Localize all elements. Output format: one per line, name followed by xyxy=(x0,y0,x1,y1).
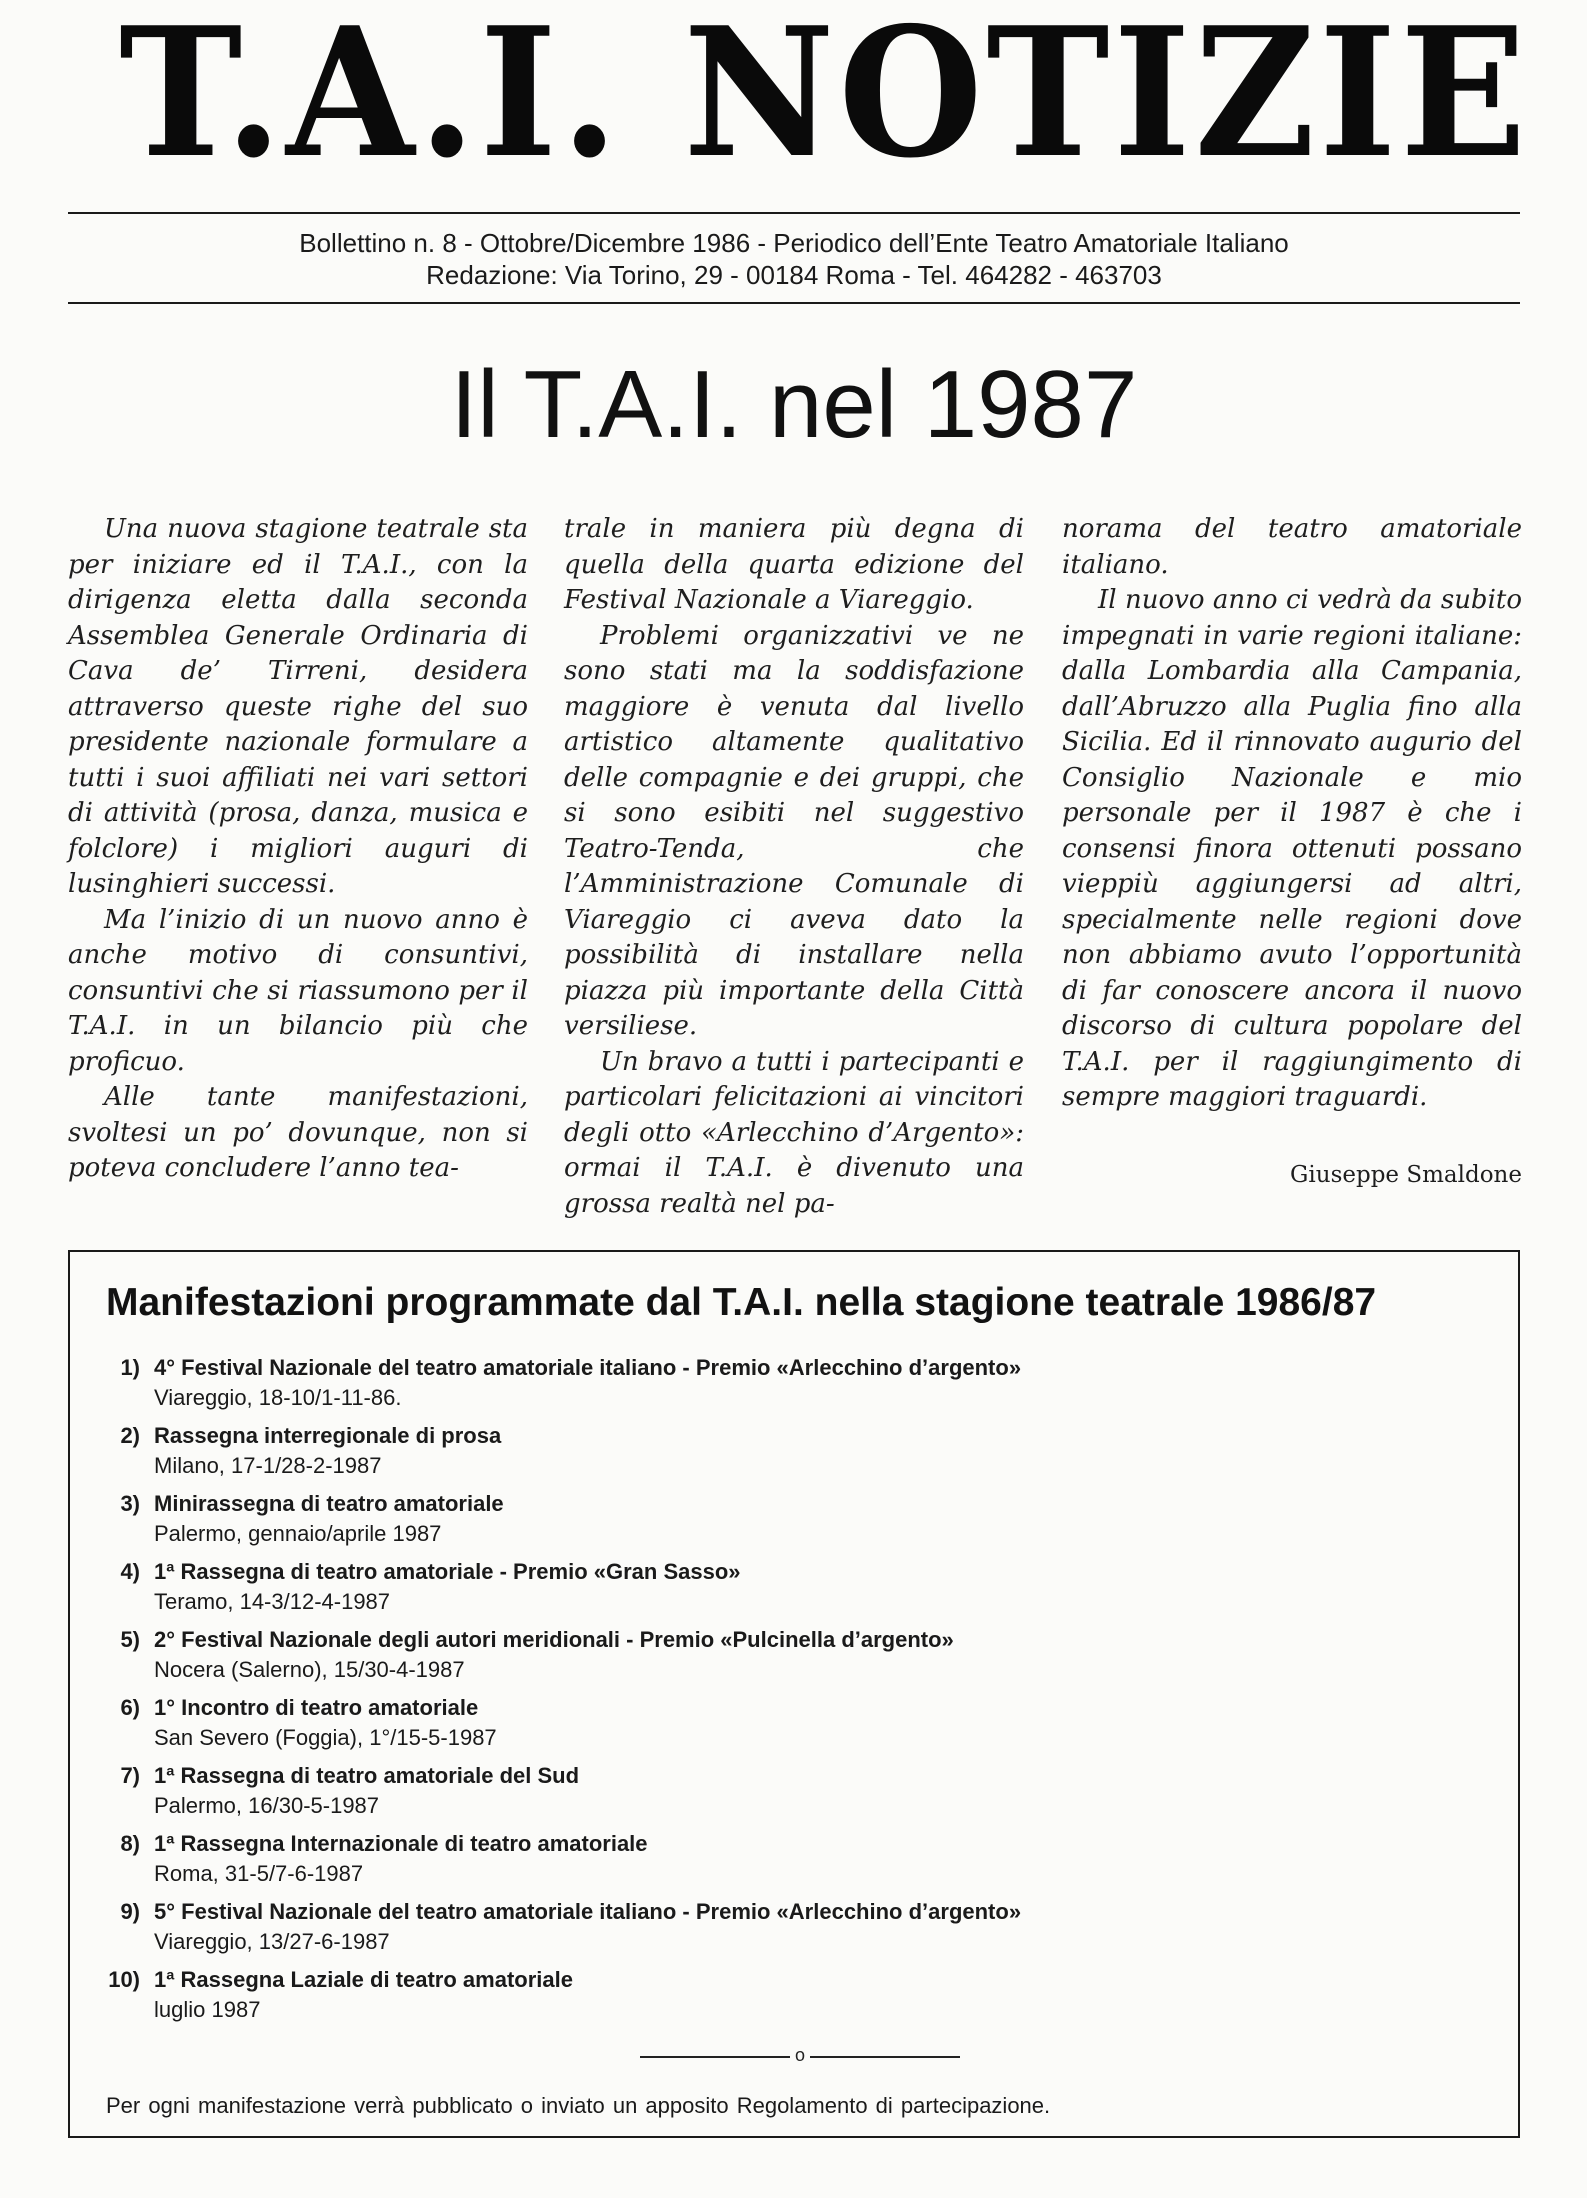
event-number: 8) xyxy=(120,1831,140,1856)
article-column-3 xyxy=(1062,512,1522,1116)
event-place-date: San Severo (Foggia), 1°/15-5-1987 xyxy=(154,1725,497,1750)
event-place-date: Viareggio, 18-10/1-11-86. xyxy=(154,1385,402,1410)
event-number: 10) xyxy=(108,1967,140,1992)
event-place-date: Milano, 17-1/28-2-1987 xyxy=(154,1453,382,1478)
section-divider xyxy=(640,2044,960,2064)
list-item xyxy=(70,1830,1510,1898)
header-rule-bottom xyxy=(68,302,1520,304)
event-title: 1ª Rassegna Internazionale di teatro amatoriale xyxy=(154,1831,648,1856)
article-paragraph: Il nuovo anno ci vedrà da subito impegnati in varie regioni italiane: dalla Lombardia alla Campania, dall’Abruzzo alla Puglia fino alla Sicilia. Ed il rinnovato augurio del Consiglio Nazionale e mio personale per il 1987 è che i consensi finora ottenuti possano vieppiù aggiungersi ad altri, specialmente nelle regioni dove non abbiamo avuto l’opportunità di far conoscere ancora il nuovo discorso di cultura popolare del T.A.I. per il raggiungimento di sempre maggiori traguardi. xyxy=(1062,585,1522,1112)
event-number: 9) xyxy=(120,1899,140,1924)
article-paragraph: Alle tante manifestazioni, svoltesi un po’ dovunque, non si poteva concludere l’anno tea- xyxy=(68,1082,528,1183)
event-number: 4) xyxy=(120,1559,140,1584)
event-title: Minirassegna di teatro amatoriale xyxy=(154,1491,504,1516)
event-number: 7) xyxy=(120,1763,140,1788)
event-title: 1ª Rassegna Laziale di teatro amatoriale xyxy=(154,1967,573,1992)
programme-box xyxy=(68,1250,1520,2138)
article-paragraph: trale in maniera più degna di quella della quarta edizione del Festival Nazionale a Viareggio. xyxy=(564,514,1024,615)
event-title: 2° Festival Nazionale degli autori meridionali - Premio «Pulcinella d’argento» xyxy=(154,1627,954,1652)
event-title: 1ª Rassegna di teatro amatoriale del Sud xyxy=(154,1763,580,1788)
event-list xyxy=(70,1354,1510,2034)
author-signature: Giuseppe Smaldone xyxy=(1290,1162,1522,1188)
list-item xyxy=(70,1422,1510,1490)
event-number: 5) xyxy=(120,1627,140,1652)
event-title: 1ª Rassegna di teatro amatoriale - Premio «Gran Sasso» xyxy=(154,1559,741,1584)
event-place-date: Nocera (Salerno), 15/30-4-1987 xyxy=(154,1657,465,1682)
editorial-address: Redazione: Via Torino, 29 - 00184 Roma - Tel. 464282 - 463703 xyxy=(426,260,1162,290)
list-item xyxy=(70,1762,1510,1830)
article-column-1 xyxy=(68,512,528,1187)
article-paragraph: Un bravo a tutti i partecipanti e particolari felicitazioni ai vincitori degli otto «Arlecchino d’Argento»: ormai il T.A.I. è divenuto una grossa realtà nel pa- xyxy=(564,1046,1024,1219)
article-paragraph: Problemi organizzativi ve ne sono stati ma la soddisfazione maggiore è venuta dal livello artistico altamente qualitativo delle compagnie e dei gruppi, che si sono esibiti nel suggestivo Teatro-Tenda, che l’Amministrazione Comunale di Viareggio ci aveva dato la possibilità di installare nella piazza più importante della Città versiliese. xyxy=(564,620,1024,1041)
article-paragraph: norama del teatro amatoriale italiano. xyxy=(1062,514,1522,580)
event-number: 2) xyxy=(120,1423,140,1448)
bulletin-info: Bollettino n. 8 - Ottobre/Dicembre 1986 - Periodico dell’Ente Teatro Amatoriale Italiano xyxy=(299,228,1289,258)
event-number: 1) xyxy=(120,1355,140,1380)
event-number: 6) xyxy=(120,1695,140,1720)
event-place-date: Palermo, 16/30-5-1987 xyxy=(154,1793,380,1818)
list-item xyxy=(70,1490,1510,1558)
list-item xyxy=(70,1966,1510,2034)
masthead-title: T.A.I. NOTIZIE xyxy=(119,0,1531,197)
event-title: Rassegna interregionale di prosa xyxy=(154,1423,502,1448)
event-place-date: Roma, 31-5/7-6-1987 xyxy=(154,1861,364,1886)
event-place-date: Viareggio, 13/27-6-1987 xyxy=(154,1929,390,1954)
list-item xyxy=(70,1898,1510,1966)
list-item xyxy=(70,1694,1510,1762)
article-paragraph: Ma l’inizio di un nuovo anno è anche motivo di consuntivi, consuntivi che si riassumono per il T.A.I. in un bilancio più che proficuo. xyxy=(68,904,528,1077)
event-place-date: luglio 1987 xyxy=(154,1997,261,2022)
article-column-2 xyxy=(564,512,1024,1222)
event-title: 5° Festival Nazionale del teatro amatoriale italiano - Premio «Arlecchino d’argento» xyxy=(154,1899,1022,1924)
programme-title: Manifestazioni programmate dal T.A.I. nella stagione teatrale 1986/87 xyxy=(106,1281,1377,1324)
list-item xyxy=(70,1626,1510,1694)
event-number: 3) xyxy=(120,1491,140,1516)
divider-mark: o xyxy=(790,2044,810,2066)
list-item xyxy=(70,1558,1510,1626)
event-title: 1° Incontro di teatro amatoriale xyxy=(154,1695,479,1720)
programme-footer-note: Per ogni manifestazione verrà pubblicato o inviato un apposito Regolamento di partecipazione. xyxy=(106,2093,1051,2118)
list-item xyxy=(70,1354,1510,1422)
article-headline: Il T.A.I. nel 1987 xyxy=(450,351,1138,458)
header-rule-top xyxy=(68,212,1520,214)
article-paragraph: Una nuova stagione teatrale sta per iniziare ed il T.A.I., con la dirigenza eletta dalla seconda Assemblea Generale Ordinaria di Cava de’ Tirreni, desidera attraverso queste righe del suo presidente nazionale formulare a tutti i suoi affiliati nei vari settori di attività (prosa, danza, musica e folclore) i migliori auguri di lusinghieri successi. xyxy=(68,514,528,899)
event-title: 4° Festival Nazionale del teatro amatoriale italiano - Premio «Arlecchino d’argento» xyxy=(154,1355,1022,1380)
event-place-date: Palermo, gennaio/aprile 1987 xyxy=(154,1521,442,1546)
event-place-date: Teramo, 14-3/12-4-1987 xyxy=(154,1589,391,1614)
